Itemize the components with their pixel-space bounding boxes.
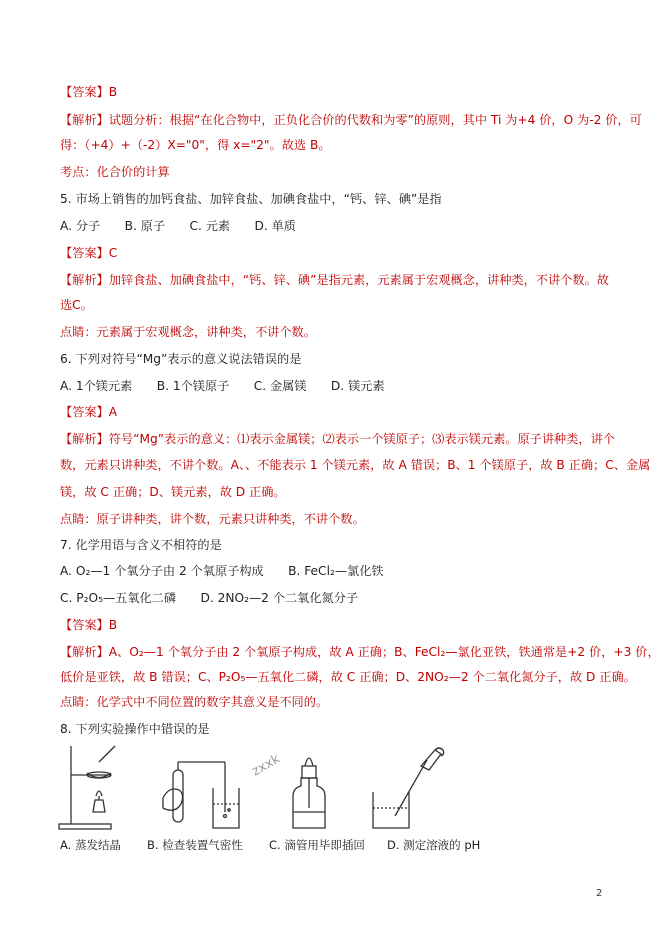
lab-apparatus-figure (55, 742, 495, 832)
analysis-q5-line1: 【解析】加锌食盐、加碘食盐中，“钙、锌、碘”是指元素，元素属于宏观概念，讲种类，不讲个数。故 (60, 273, 609, 287)
analysis-q7-line2: 低价是亚铁，故 B 错误；C、P₂O₅—五氧化二磷，故 C 正确；D、2NO₂—2 个二氧化氮分子，故 D 正确。 (60, 670, 636, 684)
watermark-text: zxxk (249, 751, 283, 780)
question-6: 6. 下列对符号“Mg”表示的意义说法错误的是 (60, 352, 302, 366)
tip-q7: 点睛：化学式中不同位置的数字其意义是不同的。 (60, 695, 329, 709)
question-8: 8. 下列实验操作中错误的是 (60, 722, 210, 736)
answer-q7: 【答案】B (60, 618, 118, 632)
keypoint-q4: 考点：化合价的计算 (60, 165, 170, 179)
option-c-label: C. 滴管用毕即插回 (269, 838, 365, 852)
answer-q5: 【答案】C (60, 246, 118, 260)
page-number: 2 (596, 888, 603, 899)
option-a-label: A. 蒸发结晶 (60, 838, 121, 852)
question-5-options: A. 分子 B. 原子 C. 元素 D. 单质 (60, 219, 296, 233)
analysis-q5-line2: 选C。 (60, 298, 93, 312)
tip-q5: 点睛：元素属于宏观概念，讲种类，不讲个数。 (60, 325, 316, 339)
ph-test-icon (373, 748, 444, 828)
question-7-options-ab: A. O₂—1 个氧分子由 2 个氧原子构成 B. FeCl₂—氯化铁 (60, 564, 384, 578)
question-7: 7. 化学用语与含义不相符的是 (60, 538, 222, 552)
option-b-label: B. 检查装置气密性 (147, 838, 243, 852)
answer-q6: 【答案】A (60, 405, 118, 419)
question-6-options: A. 1个镁元素 B. 1个镁原子 C. 金属镁 D. 镁元素 (60, 379, 385, 393)
analysis-q6-line1: 【解析】符号“Mg”表示的意义：⑴表示金属镁；⑵表示一个镁原子；⑶表示镁元素。原子讲种类，讲个 (60, 432, 615, 446)
tip-q6: 点睛：原子讲种类，讲个数，元素只讲种类，不讲个数。 (60, 512, 365, 526)
question-5: 5. 市场上销售的加钙食盐、加锌食盐、加碘食盐中，“钙、锌、碘”是指 (60, 192, 442, 206)
figure-option-labels (60, 837, 560, 853)
question-7-options-cd: C. P₂O₅—五氧化二磷 D. 2NO₂—2 个二氧化氮分子 (60, 591, 359, 605)
dropper-bottle-icon (293, 758, 325, 828)
answer-q4: 【答案】B (60, 85, 118, 99)
analysis-q7-line1: 【解析】A、O₂—1 个氧分子由 2 个氧原子构成，故 A 正确；B、FeCl₂—氯化亚铁，铁通常是+2 价，+3 价， (60, 645, 660, 659)
analysis-q6-line3: 镁，故 C 正确；D、镁元素，故 D 正确。 (60, 485, 286, 499)
analysis-q4-line2: 得：（+4）+（-2）X="0"，得 x="2"。故选 B。 (60, 138, 331, 152)
analysis-q4-line1: 【解析】试题分析：根据“在化合物中，正负化合价的代数和为零”的原则，其中 Ti 为+4 价，O 为-2 价，可 (60, 113, 642, 127)
evaporation-apparatus-icon (59, 746, 115, 829)
analysis-q6-line2: 数，元素只讲种类，不讲个数。A、、不能表示 1 个镁元素，故 A 错误；B、1 个镁原子，故 B 正确；C、金属 (60, 458, 651, 472)
airtightness-check-icon (163, 762, 239, 828)
option-d-label: D. 测定溶液的 pH (387, 838, 481, 852)
